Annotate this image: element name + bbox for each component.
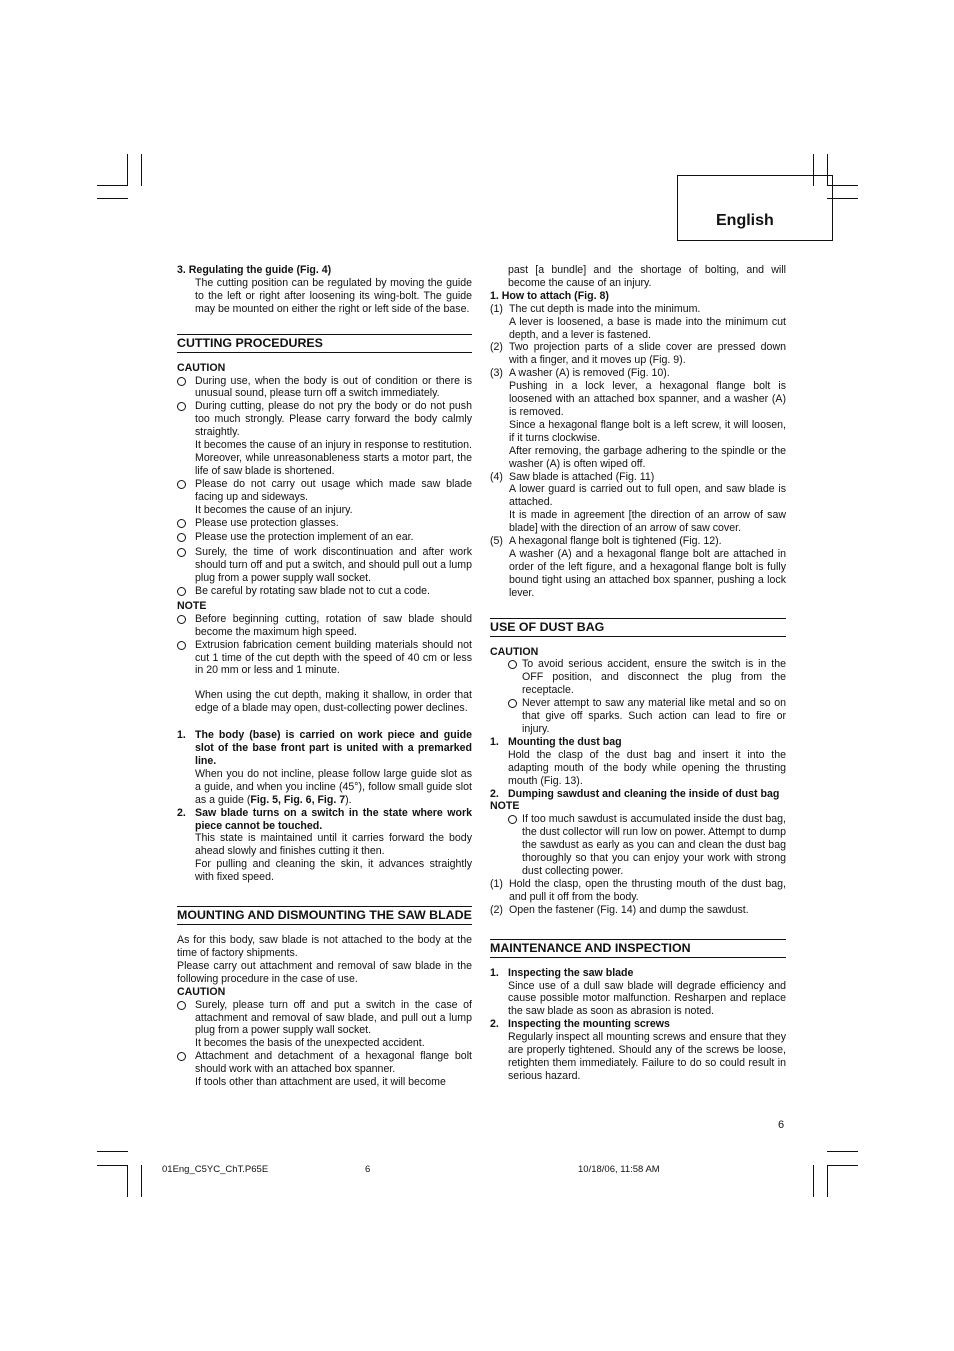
numbered-step: 1. Mounting the dust bag: [490, 735, 622, 748]
crop-mark: [827, 1165, 828, 1197]
step-number: (5): [490, 535, 503, 548]
bullet-circle-icon: [177, 587, 186, 596]
attach-step: [490, 367, 786, 470]
paragraph: It becomes the basis of the unexpected accident.: [195, 1037, 425, 1050]
step-line: A hexagonal flange bolt is tightened (Fig. 12).: [509, 535, 722, 548]
step-line: Since a hexagonal flange bolt is a left screw, it will loosen, if it turns clockwise.: [509, 418, 786, 444]
section-title-how-to-attach: 1. How to attach (Fig. 8): [490, 289, 609, 302]
footer-filename: 01Eng_C5YC_ChT.P65E: [162, 1164, 269, 1175]
list-item: Please use protection glasses.: [177, 517, 472, 532]
list-item: During use, when the body is out of condition or there is unusual sound, please turn off a switch immediately.: [177, 375, 472, 401]
paragraph: past [a bundle] and the shortage of bolting, and will become the cause of an injury.: [508, 264, 786, 289]
list-item: To avoid serious accident, ensure the switch is in the OFF position, and disconnect the plug from the receptacle.: [490, 658, 786, 697]
heading-maintenance-inspection: MAINTENANCE AND INSPECTION: [490, 939, 786, 958]
numbered-step: (2) Open the fastener (Fig. 14) and dump the sawdust.: [490, 903, 749, 916]
footer-page: 6: [365, 1164, 371, 1175]
step-line: It is made in agreement [the direction of an arrow of saw blade] with the direction of an arrow of saw cover.: [509, 509, 786, 535]
bullet-circle-icon: [177, 519, 186, 528]
bullet-circle-icon: [508, 699, 517, 708]
heading-use-of-dust-bag: USE OF DUST BAG: [490, 618, 786, 637]
step-line: A washer (A) and a hexagonal flange bolt are attached in order of the left figure, and a hexagonal flange bolt is fully bound tight using an attached box spanner, pushing a lock lever.: [509, 547, 786, 599]
attach-step: [490, 535, 786, 600]
step-line: Two projection parts of a slide cover are pressed down with a finger, and it moves up (Fig. 9).: [509, 341, 786, 367]
step-line: A lower guard is carried out to full open, and saw blade is attached.: [509, 483, 786, 509]
heading-cutting-procedures: CUTTING PROCEDURES: [177, 334, 472, 353]
crop-mark: [127, 154, 128, 186]
step-line: After removing, the garbage adhering to the spindle or the washer (A) is often wiped off.: [509, 444, 786, 470]
list-item: During cutting, please do not pry the body or do not push too much strongly. Please carry forward the body calmly straightly.: [177, 400, 472, 439]
bullet-circle-icon: [508, 815, 517, 824]
list-item: Never attempt to saw any material like metal and so on that give off sparks. Such action can lead to fire or injury.: [490, 697, 786, 736]
bullet-circle-icon: [177, 1052, 186, 1061]
language-tab: [677, 175, 833, 241]
crop-mark: [97, 198, 128, 199]
footer-date: 10/18/06, 11:58 AM: [578, 1164, 660, 1175]
caution-label: CAUTION: [177, 361, 226, 374]
list-item: Extrusion fabrication cement building materials should not cut 1 time of the cut depth with the speed of 40 cm or less in 20 mm or less and 1 minute.: [177, 639, 472, 678]
list-item: Please use the protection implement of an ear.: [177, 531, 472, 546]
language-label: English: [716, 212, 774, 229]
step-line: Saw blade is attached (Fig. 11): [509, 470, 655, 483]
caution-label: CAUTION: [490, 645, 539, 658]
list-item: Surely, please turn off and put a switch in the case of attachment and removal of saw blade, and pull out a lump plug from a power supply wall socket.: [177, 999, 472, 1038]
crop-mark: [141, 154, 142, 186]
crop-mark: [141, 1165, 142, 1197]
numbered-step: (1) Hold the clasp, open the thrusting mouth of the dust bag, and pull it off from the body.: [490, 877, 786, 903]
paragraph: Regularly inspect all mounting screws and ensure that they are properly tightened. Should any of the screws be loose, retighten them immediately. Failure to do so could result in serious hazard.: [508, 1031, 786, 1082]
list-item: Please do not carry out usage which made saw blade facing up and sideways.: [177, 478, 472, 504]
note-label: NOTE: [177, 599, 207, 612]
numbered-step: 1. Inspecting the saw blade: [490, 966, 634, 979]
numbered-step: 2. Inspecting the mounting screws: [490, 1018, 670, 1031]
list-item: Be careful by rotating saw blade not to cut a code.: [177, 585, 472, 600]
page-number: 6: [778, 1119, 785, 1131]
list-item: If too much sawdust is accumulated inside the dust bag, the dust collector will run low on power. Attempt to dump the sawdust as early as you can and clean the dust bag thoroughly so that you can enjoy your work with strong dust collecting power.: [490, 813, 786, 878]
numbered-step: 2. Saw blade turns on a switch in the state where work piece cannot be touched.: [177, 806, 472, 832]
numbered-step: 2. Dumping sawdust and cleaning the inside of dust bag: [490, 787, 780, 800]
bullet-circle-icon: [177, 402, 186, 411]
section-title-regulating-guide: 3. Regulating the guide (Fig. 4): [177, 264, 332, 276]
paragraph: If tools other than attachment are used, it will become: [195, 1076, 446, 1089]
paragraph: Please carry out attachment and removal of saw blade in the following procedure in the case of use.: [177, 959, 472, 985]
paragraph: As for this body, saw blade is not attached to the body at the time of factory shipments.: [177, 934, 472, 959]
bullet-circle-icon: [177, 548, 186, 557]
crop-mark: [813, 1165, 814, 1197]
bullet-circle-icon: [177, 480, 186, 489]
attach-step: [490, 341, 786, 367]
note-label: NOTE: [490, 800, 520, 813]
paragraph: When using the cut depth, making it shallow, in order that edge of a blade may open, dust-collecting power declines.: [195, 689, 472, 715]
list-item: Attachment and detachment of a hexagonal flange bolt should work with an attached box spanner.: [177, 1050, 472, 1076]
paragraph: The cutting position can be regulated by moving the guide to the left or right after loosening its wing-bolt. The guide may be mounted on either the right or left side of the base.: [195, 276, 472, 315]
paragraph: When you do not incline, please follow large guide slot as a guide, and when you incline (45°), follow small guide slot as a guide (Fig. 5, Fig. 6, Fig. 7).: [195, 767, 472, 806]
crop-mark: [827, 1151, 858, 1152]
step-number: (2): [490, 341, 503, 354]
bullet-circle-icon: [177, 377, 186, 386]
paragraph: This state is maintained until it carries forward the body ahead slowly and finishes cutting it then.: [195, 832, 472, 858]
attach-step: [490, 303, 786, 342]
crop-mark: [127, 1165, 128, 1197]
heading-mounting-saw-blade: MOUNTING AND DISMOUNTING THE SAW BLADE: [177, 906, 472, 925]
paragraph: Since use of a dull saw blade will degrade efficiency and cause possible motor malfunction. Resharpen and replace the saw blade as soon as abrasion is noted.: [508, 979, 786, 1018]
caution-label: CAUTION: [177, 985, 226, 998]
right-column: [490, 264, 786, 1083]
bullet-circle-icon: [508, 660, 517, 669]
step-line: A washer (A) is removed (Fig. 10).: [509, 367, 670, 380]
step-number: (3): [490, 367, 503, 380]
left-column: [177, 264, 472, 1089]
paragraph: It becomes the cause of an injury.: [195, 503, 353, 516]
attach-steps: [490, 303, 786, 600]
list-item: Before beginning cutting, rotation of saw blade should become the maximum high speed.: [177, 613, 472, 639]
crop-mark: [827, 1165, 858, 1166]
bullet-circle-icon: [177, 615, 186, 624]
bullet-circle-icon: [177, 641, 186, 650]
paragraph: It becomes the cause of an injury in response to restitution. Moreover, while unreasonableness starts a motor part, the life of saw blade is shortened.: [195, 439, 472, 477]
bullet-circle-icon: [177, 533, 186, 542]
numbered-step: 1. The body (base) is carried on work piece and guide slot of the base front part is united with a premarked line.: [177, 729, 472, 767]
step-number: (1): [490, 302, 503, 315]
bullet-circle-icon: [177, 1001, 186, 1010]
list-item: Surely, the time of work discontinuation and after work should turn off and put a switch, and should pull out a lump plug from a power supply wall socket.: [177, 546, 472, 585]
step-line: The cut depth is made into the minimum.: [509, 302, 701, 315]
paragraph: For pulling and cleaning the skin, it advances straightly with fixed speed.: [195, 858, 472, 884]
paragraph: Hold the clasp of the dust bag and insert it into the adapting mouth of the body while opening the thrusting mouth (Fig. 13).: [508, 748, 786, 787]
step-line: A lever is loosened, a base is made into the minimum cut depth, and a lever is fastened.: [509, 315, 786, 341]
crop-mark: [97, 1165, 128, 1166]
step-line: Pushing in a lock lever, a hexagonal flange bolt is loosened with an attached box spanner, and a washer (A) is removed.: [509, 380, 786, 418]
crop-mark: [97, 185, 128, 186]
crop-mark: [97, 1151, 128, 1152]
step-number: (4): [490, 470, 503, 483]
attach-step: [490, 471, 786, 536]
